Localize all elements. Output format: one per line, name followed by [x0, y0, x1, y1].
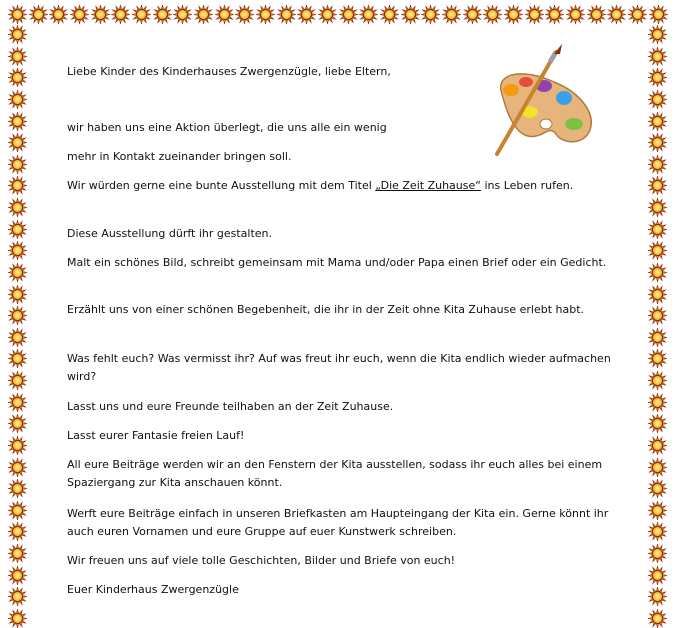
paragraph-paint: Malt ein schönes Bild, schreibt gemeinsam mit Mama und/oder Papa einen Brief oder ein Gedicht. — [67, 256, 607, 269]
sun-icon — [648, 414, 667, 433]
sun-icon — [545, 5, 564, 24]
paragraph-tell: Erzählt uns von einer schönen Begebenheit, die ihr in der Zeit ohne Kita Zuhause erlebt habt. — [67, 303, 585, 316]
sun-icon — [318, 5, 337, 24]
sun-icon — [483, 5, 502, 24]
sun-icon — [648, 263, 667, 282]
sun-icon — [463, 5, 482, 24]
sun-border-left — [8, 25, 28, 628]
sun-icon — [8, 198, 27, 217]
sun-icon — [8, 566, 27, 585]
paragraph-share: Lasst uns und eure Freunde teilhaben an der Zeit Zuhause. — [67, 400, 394, 413]
paragraph-looking-forward: Wir freuen uns auf viele tolle Geschichten, Bilder und Briefe von euch! — [67, 554, 456, 567]
sun-icon — [648, 68, 667, 87]
sun-icon — [648, 501, 667, 520]
sun-icon — [8, 263, 27, 282]
sun-icon — [421, 5, 440, 24]
sun-icon — [648, 458, 667, 477]
sun-icon — [8, 522, 27, 541]
sun-icon — [8, 68, 27, 87]
sun-icon — [8, 285, 27, 304]
sun-icon — [648, 522, 667, 541]
sun-icon — [648, 176, 667, 195]
sun-icon — [8, 501, 27, 520]
sun-icon — [401, 5, 420, 24]
exhibition-text-before: Wir würden gerne eine bunte Ausstellung mit dem Titel — [67, 179, 376, 192]
sun-icon — [648, 544, 667, 563]
sun-icon — [648, 220, 667, 239]
sun-icon — [648, 349, 667, 368]
sun-icon — [648, 371, 667, 390]
sun-icon — [648, 155, 667, 174]
sun-icon — [91, 5, 110, 24]
sun-icon — [8, 458, 27, 477]
sun-icon — [648, 479, 667, 498]
sun-icon — [8, 5, 27, 24]
sun-icon — [648, 328, 667, 347]
sun-icon — [8, 133, 27, 152]
paragraph-fantasy: Lasst eurer Fantasie freien Lauf! — [67, 429, 245, 442]
sun-icon — [8, 349, 27, 368]
sun-icon — [8, 414, 27, 433]
sun-icon — [648, 241, 667, 260]
paragraph-mailbox: Werft eure Beiträge einfach in unseren Briefkasten am Haupteingang der Kita ein. Gerne könnt ihr auch euren Vornamen und eure Gruppe auf euer Kunstwerk schreiben. — [67, 507, 609, 538]
sun-icon — [648, 306, 667, 325]
sun-icon — [8, 436, 27, 455]
sun-icon — [648, 133, 667, 152]
sun-icon — [235, 5, 254, 24]
sun-icon — [8, 241, 27, 260]
sun-icon — [525, 5, 544, 24]
sun-icon — [648, 198, 667, 217]
sun-icon — [380, 5, 399, 24]
sun-icon — [8, 90, 27, 109]
paragraph-design: Diese Ausstellung dürft ihr gestalten. — [67, 227, 273, 240]
sun-border-top — [8, 5, 668, 25]
sun-icon — [504, 5, 523, 24]
sun-icon — [8, 393, 27, 412]
sun-icon — [8, 47, 27, 66]
exhibition-text-after: ins Leben rufen. — [480, 179, 574, 192]
sun-icon — [339, 5, 358, 24]
paragraph-action: wir haben uns eine Aktion überlegt, die uns alle ein wenig — [67, 121, 387, 134]
sun-icon — [8, 479, 27, 498]
sun-icon — [8, 306, 27, 325]
sun-icon — [194, 5, 213, 24]
sun-icon — [153, 5, 172, 24]
sun-icon — [8, 25, 27, 44]
sun-icon — [359, 5, 378, 24]
sun-icon — [215, 5, 234, 24]
sun-icon — [607, 5, 626, 24]
sun-icon — [628, 5, 647, 24]
sun-icon — [277, 5, 296, 24]
sun-icon — [648, 436, 667, 455]
sun-icon — [648, 566, 667, 585]
sun-icon — [8, 328, 27, 347]
sun-icon — [297, 5, 316, 24]
sun-icon — [29, 5, 48, 24]
sun-icon — [49, 5, 68, 24]
sun-border-right — [648, 25, 668, 628]
sun-icon — [442, 5, 461, 24]
sun-icon — [8, 587, 27, 606]
paragraph-contact: mehr in Kontakt zueinander bringen soll. — [67, 150, 292, 163]
sun-icon — [648, 587, 667, 606]
sun-icon — [648, 393, 667, 412]
sun-icon — [648, 47, 667, 66]
signature: Euer Kinderhaus Zwergenzügle — [67, 583, 239, 596]
sun-icon — [8, 371, 27, 390]
sun-icon — [648, 90, 667, 109]
sun-icon — [132, 5, 151, 24]
sun-icon — [70, 5, 89, 24]
sun-icon — [8, 112, 27, 131]
sun-icon — [8, 544, 27, 563]
sun-icon — [648, 112, 667, 131]
sun-icon — [256, 5, 275, 24]
paint-palette-icon — [484, 42, 606, 160]
paragraph-questions: Was fehlt euch? Was vermisst ihr? Auf was freut ihr euch, wenn die Kita endlich wieder aufmachen wird? — [67, 352, 611, 383]
sun-icon — [8, 220, 27, 239]
sun-icon — [648, 609, 667, 628]
sun-icon — [566, 5, 585, 24]
sun-icon — [648, 25, 667, 44]
paragraph-exhibition — [67, 177, 612, 195]
sun-icon — [173, 5, 192, 24]
sun-icon — [111, 5, 130, 24]
sun-icon — [8, 609, 27, 628]
paragraph-windows: All eure Beiträge werden wir an den Fenstern der Kita ausstellen, sodass ihr euch alles bei einem Spaziergang zur Kita anschauen könnt. — [67, 458, 603, 489]
sun-icon — [648, 285, 667, 304]
sun-icon — [8, 155, 27, 174]
sun-icon — [649, 5, 668, 24]
sun-icon — [8, 176, 27, 195]
exhibition-title: „Die Zeit Zuhause“ — [375, 179, 481, 192]
greeting: Liebe Kinder des Kinderhauses Zwergenzügle, liebe Eltern, — [67, 65, 391, 78]
sun-icon — [587, 5, 606, 24]
